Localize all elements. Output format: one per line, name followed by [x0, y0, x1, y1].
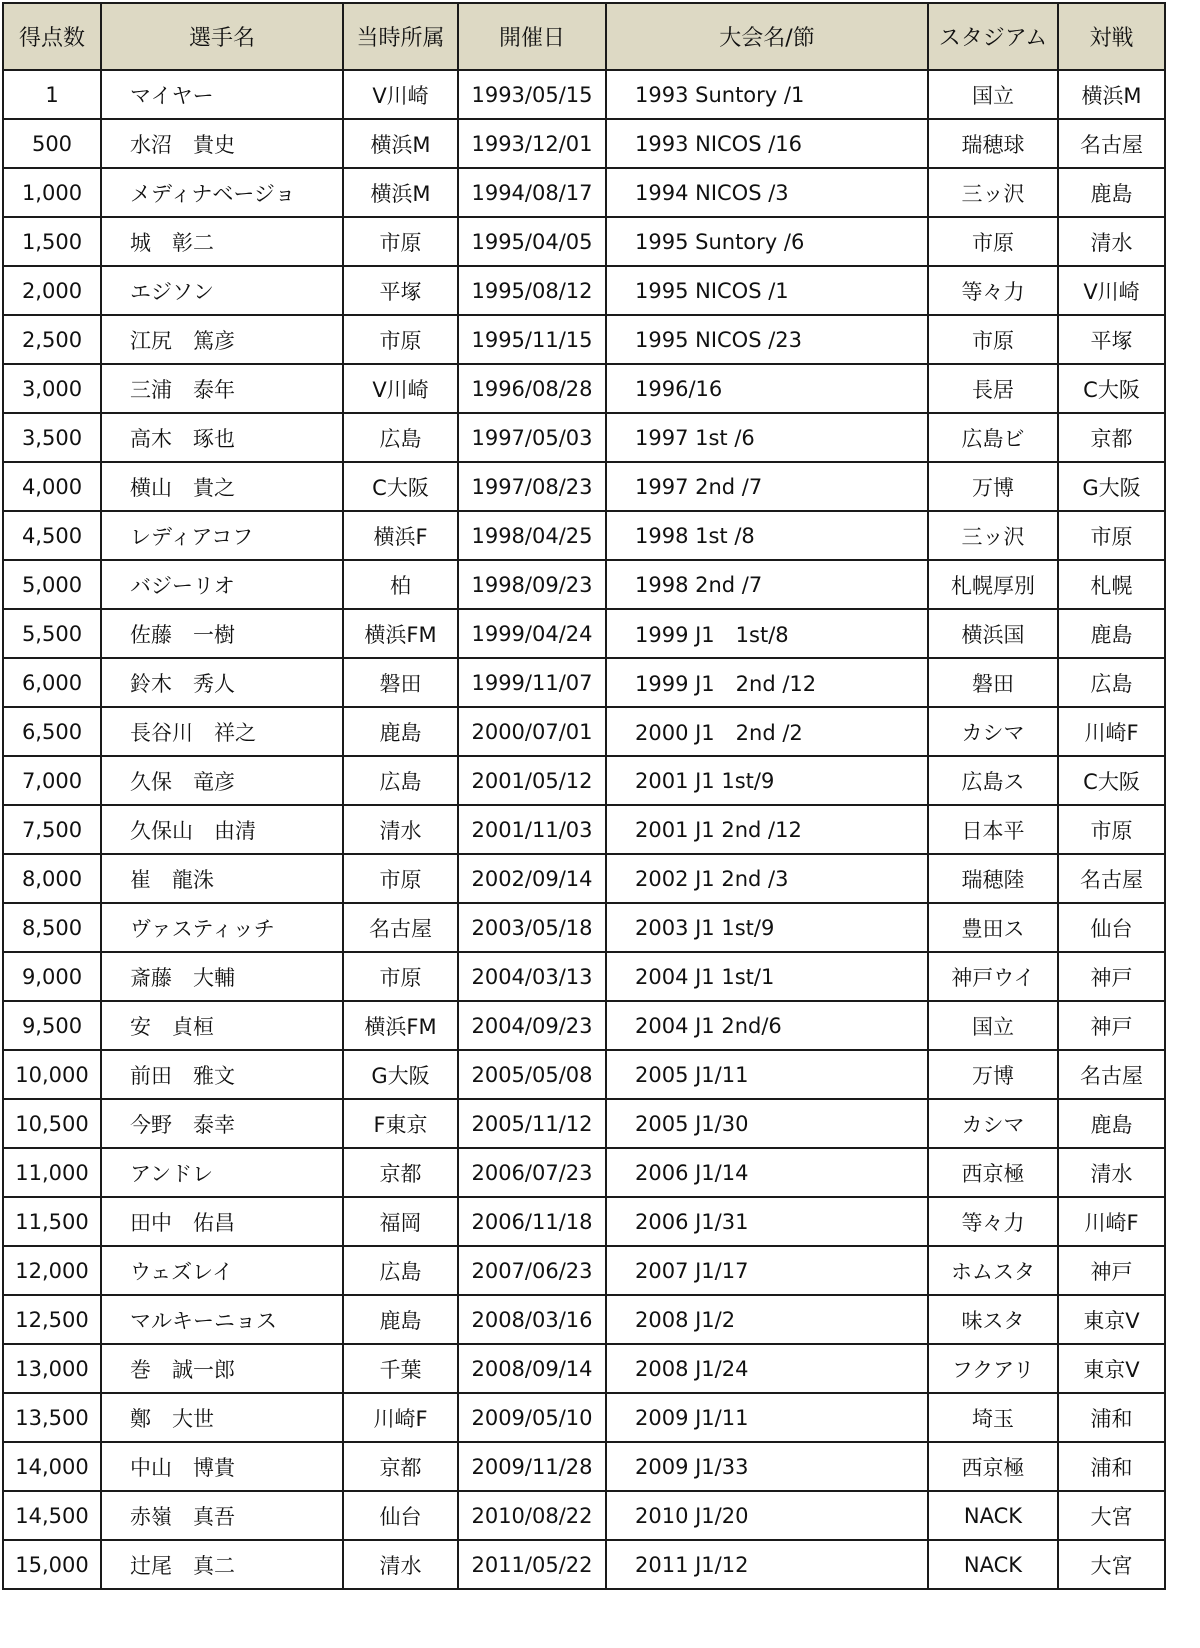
goal-count-cell: 6,500	[3, 707, 101, 756]
goal-count-cell: 15,000	[3, 1540, 101, 1589]
opponent-cell: 東京V	[1058, 1344, 1165, 1393]
table-row	[3, 1050, 1165, 1099]
team-cell: 名古屋	[343, 903, 458, 952]
date-cell: 1995/11/15	[458, 315, 606, 364]
date-cell: 2001/05/12	[458, 756, 606, 805]
date-cell: 1999/04/24	[458, 609, 606, 658]
table-row	[3, 1491, 1165, 1540]
date-cell: 1998/04/25	[458, 511, 606, 560]
opponent-cell: 清水	[1058, 217, 1165, 266]
table-row	[3, 217, 1165, 266]
goal-count-cell: 2,500	[3, 315, 101, 364]
goal-count-cell: 3,000	[3, 364, 101, 413]
stadium-cell: 国立	[928, 1001, 1058, 1050]
opponent-cell: 名古屋	[1058, 119, 1165, 168]
table-row	[3, 1344, 1165, 1393]
date-cell: 2005/05/08	[458, 1050, 606, 1099]
team-cell: 清水	[343, 1540, 458, 1589]
goal-count-cell: 5,500	[3, 609, 101, 658]
team-cell: 横浜M	[343, 168, 458, 217]
opponent-cell: 大宮	[1058, 1540, 1165, 1589]
stadium-cell: 瑞穂球	[928, 119, 1058, 168]
stadium-cell: 磐田	[928, 658, 1058, 707]
opponent-cell: 鹿島	[1058, 609, 1165, 658]
competition-round-cell: 1993 Suntory /1	[606, 70, 928, 119]
table-row	[3, 511, 1165, 560]
stadium-cell: NACK	[928, 1491, 1058, 1540]
table-row	[3, 952, 1165, 1001]
goal-count-cell: 14,500	[3, 1491, 101, 1540]
competition-round-cell: 1995 NICOS /23	[606, 315, 928, 364]
team-cell: 京都	[343, 1148, 458, 1197]
competition-round-cell: 2001 J1 2nd /12	[606, 805, 928, 854]
stadium-cell: 西京極	[928, 1148, 1058, 1197]
team-cell: V川崎	[343, 70, 458, 119]
team-cell: 市原	[343, 952, 458, 1001]
stadium-cell: 万博	[928, 1050, 1058, 1099]
competition-round-cell: 2000 J1 2nd /2	[606, 707, 928, 756]
competition-round-cell: 2005 J1/11	[606, 1050, 928, 1099]
player-name-cell: 水沼 貴史	[101, 119, 343, 168]
goal-count-cell: 500	[3, 119, 101, 168]
stadium-cell: 広島ビ	[928, 413, 1058, 462]
player-name-cell: 江尻 篤彦	[101, 315, 343, 364]
player-name-cell: メディナベージョ	[101, 168, 343, 217]
goal-count-cell: 10,500	[3, 1099, 101, 1148]
milestone-goals-table-container	[2, 2, 1164, 1590]
opponent-cell: 神戸	[1058, 952, 1165, 1001]
opponent-cell: 名古屋	[1058, 854, 1165, 903]
goal-count-cell: 10,000	[3, 1050, 101, 1099]
player-name-cell: 今野 泰幸	[101, 1099, 343, 1148]
player-name-cell: マイヤー	[101, 70, 343, 119]
table-row	[3, 266, 1165, 315]
table-row	[3, 1393, 1165, 1442]
player-name-cell: エジソン	[101, 266, 343, 315]
column-header-team-at-time: 当時所属	[343, 3, 458, 70]
competition-round-cell: 1996/16	[606, 364, 928, 413]
date-cell: 1993/12/01	[458, 119, 606, 168]
opponent-cell: 広島	[1058, 658, 1165, 707]
stadium-cell: ホムスタ	[928, 1246, 1058, 1295]
team-cell: 横浜F	[343, 511, 458, 560]
player-name-cell: レディアコフ	[101, 511, 343, 560]
team-cell: 市原	[343, 315, 458, 364]
stadium-cell: 国立	[928, 70, 1058, 119]
stadium-cell: 日本平	[928, 805, 1058, 854]
stadium-cell: 万博	[928, 462, 1058, 511]
stadium-cell: 横浜国	[928, 609, 1058, 658]
column-header-stadium: スタジアム	[928, 3, 1058, 70]
team-cell: 広島	[343, 1246, 458, 1295]
player-name-cell: 崔 龍洙	[101, 854, 343, 903]
player-name-cell: 鈴木 秀人	[101, 658, 343, 707]
team-cell: F東京	[343, 1099, 458, 1148]
competition-round-cell: 1995 Suntory /6	[606, 217, 928, 266]
opponent-cell: 神戸	[1058, 1246, 1165, 1295]
competition-round-cell: 1995 NICOS /1	[606, 266, 928, 315]
date-cell: 2000/07/01	[458, 707, 606, 756]
table-row	[3, 854, 1165, 903]
milestone-goals-table	[2, 2, 1166, 1590]
goal-count-cell: 3,500	[3, 413, 101, 462]
team-cell: 横浜FM	[343, 1001, 458, 1050]
team-cell: 市原	[343, 854, 458, 903]
date-cell: 2008/03/16	[458, 1295, 606, 1344]
date-cell: 2003/05/18	[458, 903, 606, 952]
competition-round-cell: 2011 J1/12	[606, 1540, 928, 1589]
competition-round-cell: 2004 J1 2nd/6	[606, 1001, 928, 1050]
team-cell: 福岡	[343, 1197, 458, 1246]
goal-count-cell: 6,000	[3, 658, 101, 707]
date-cell: 2009/11/28	[458, 1442, 606, 1491]
stadium-cell: 味スタ	[928, 1295, 1058, 1344]
table-row	[3, 119, 1165, 168]
goal-count-cell: 5,000	[3, 560, 101, 609]
team-cell: 横浜FM	[343, 609, 458, 658]
opponent-cell: 神戸	[1058, 1001, 1165, 1050]
table-row	[3, 1099, 1165, 1148]
competition-round-cell: 2009 J1/33	[606, 1442, 928, 1491]
date-cell: 1997/05/03	[458, 413, 606, 462]
goal-count-cell: 2,000	[3, 266, 101, 315]
team-cell: 京都	[343, 1442, 458, 1491]
player-name-cell: 城 彰二	[101, 217, 343, 266]
competition-round-cell: 1999 J1 2nd /12	[606, 658, 928, 707]
opponent-cell: 名古屋	[1058, 1050, 1165, 1099]
stadium-cell: 豊田ス	[928, 903, 1058, 952]
player-name-cell: 安 貞桓	[101, 1001, 343, 1050]
player-name-cell: 久保山 由清	[101, 805, 343, 854]
goal-count-cell: 7,000	[3, 756, 101, 805]
opponent-cell: 鹿島	[1058, 1099, 1165, 1148]
competition-round-cell: 1998 1st /8	[606, 511, 928, 560]
goal-count-cell: 1	[3, 70, 101, 119]
player-name-cell: 巻 誠一郎	[101, 1344, 343, 1393]
date-cell: 1998/09/23	[458, 560, 606, 609]
stadium-cell: 市原	[928, 315, 1058, 364]
table-row	[3, 364, 1165, 413]
player-name-cell: 佐藤 一樹	[101, 609, 343, 658]
goal-count-cell: 12,500	[3, 1295, 101, 1344]
opponent-cell: 横浜M	[1058, 70, 1165, 119]
date-cell: 1997/08/23	[458, 462, 606, 511]
opponent-cell: 東京V	[1058, 1295, 1165, 1344]
column-header-player-name: 選手名	[101, 3, 343, 70]
goal-count-cell: 13,000	[3, 1344, 101, 1393]
date-cell: 2001/11/03	[458, 805, 606, 854]
competition-round-cell: 1993 NICOS /16	[606, 119, 928, 168]
competition-round-cell: 2006 J1/14	[606, 1148, 928, 1197]
competition-round-cell: 1998 2nd /7	[606, 560, 928, 609]
opponent-cell: C大阪	[1058, 756, 1165, 805]
player-name-cell: ヴァスティッチ	[101, 903, 343, 952]
table-row	[3, 658, 1165, 707]
goal-count-cell: 11,000	[3, 1148, 101, 1197]
table-row	[3, 1148, 1165, 1197]
stadium-cell: 長居	[928, 364, 1058, 413]
date-cell: 2004/03/13	[458, 952, 606, 1001]
player-name-cell: 中山 博貴	[101, 1442, 343, 1491]
opponent-cell: 札幌	[1058, 560, 1165, 609]
stadium-cell: 市原	[928, 217, 1058, 266]
opponent-cell: G大阪	[1058, 462, 1165, 511]
date-cell: 2009/05/10	[458, 1393, 606, 1442]
stadium-cell: カシマ	[928, 1099, 1058, 1148]
team-cell: 広島	[343, 756, 458, 805]
opponent-cell: 大宮	[1058, 1491, 1165, 1540]
goal-count-cell: 8,000	[3, 854, 101, 903]
goal-count-cell: 4,000	[3, 462, 101, 511]
player-name-cell: アンドレ	[101, 1148, 343, 1197]
stadium-cell: 等々力	[928, 1197, 1058, 1246]
player-name-cell: 高木 琢也	[101, 413, 343, 462]
date-cell: 2006/07/23	[458, 1148, 606, 1197]
player-name-cell: 田中 佑昌	[101, 1197, 343, 1246]
player-name-cell: 久保 竜彦	[101, 756, 343, 805]
goal-count-cell: 9,500	[3, 1001, 101, 1050]
date-cell: 2002/09/14	[458, 854, 606, 903]
player-name-cell: 赤嶺 真吾	[101, 1491, 343, 1540]
table-row	[3, 756, 1165, 805]
opponent-cell: 浦和	[1058, 1393, 1165, 1442]
goal-count-cell: 9,000	[3, 952, 101, 1001]
goal-count-cell: 14,000	[3, 1442, 101, 1491]
team-cell: 川崎F	[343, 1393, 458, 1442]
stadium-cell: 埼玉	[928, 1393, 1058, 1442]
competition-round-cell: 2007 J1/17	[606, 1246, 928, 1295]
competition-round-cell: 2010 J1/20	[606, 1491, 928, 1540]
date-cell: 2005/11/12	[458, 1099, 606, 1148]
table-row	[3, 805, 1165, 854]
goal-count-cell: 11,500	[3, 1197, 101, 1246]
stadium-cell: NACK	[928, 1540, 1058, 1589]
opponent-cell: 京都	[1058, 413, 1165, 462]
team-cell: V川崎	[343, 364, 458, 413]
goal-count-cell: 7,500	[3, 805, 101, 854]
stadium-cell: 札幌厚別	[928, 560, 1058, 609]
team-cell: 清水	[343, 805, 458, 854]
table-body	[3, 70, 1165, 1589]
team-cell: 広島	[343, 413, 458, 462]
stadium-cell: カシマ	[928, 707, 1058, 756]
team-cell: C大阪	[343, 462, 458, 511]
opponent-cell: 平塚	[1058, 315, 1165, 364]
date-cell: 2010/08/22	[458, 1491, 606, 1540]
opponent-cell: 川崎F	[1058, 1197, 1165, 1246]
date-cell: 2007/06/23	[458, 1246, 606, 1295]
team-cell: 柏	[343, 560, 458, 609]
stadium-cell: 等々力	[928, 266, 1058, 315]
player-name-cell: 辻尾 真二	[101, 1540, 343, 1589]
player-name-cell: 長谷川 祥之	[101, 707, 343, 756]
player-name-cell: 鄭 大世	[101, 1393, 343, 1442]
table-row	[3, 70, 1165, 119]
player-name-cell: 斎藤 大輔	[101, 952, 343, 1001]
goal-count-cell: 1,500	[3, 217, 101, 266]
date-cell: 2008/09/14	[458, 1344, 606, 1393]
date-cell: 1993/05/15	[458, 70, 606, 119]
table-row	[3, 1246, 1165, 1295]
opponent-cell: 浦和	[1058, 1442, 1165, 1491]
date-cell: 1999/11/07	[458, 658, 606, 707]
team-cell: G大阪	[343, 1050, 458, 1099]
column-header-date: 開催日	[458, 3, 606, 70]
opponent-cell: 清水	[1058, 1148, 1165, 1197]
date-cell: 1995/04/05	[458, 217, 606, 266]
competition-round-cell: 1999 J1 1st/8	[606, 609, 928, 658]
competition-round-cell: 1994 NICOS /3	[606, 168, 928, 217]
player-name-cell: 横山 貴之	[101, 462, 343, 511]
table-row	[3, 413, 1165, 462]
column-header-goal-count: 得点数	[3, 3, 101, 70]
player-name-cell: ウェズレイ	[101, 1246, 343, 1295]
opponent-cell: V川崎	[1058, 266, 1165, 315]
competition-round-cell: 2001 J1 1st/9	[606, 756, 928, 805]
stadium-cell: 瑞穂陸	[928, 854, 1058, 903]
team-cell: 磐田	[343, 658, 458, 707]
team-cell: 鹿島	[343, 707, 458, 756]
player-name-cell: バジーリオ	[101, 560, 343, 609]
stadium-cell: 広島ス	[928, 756, 1058, 805]
competition-round-cell: 2008 J1/2	[606, 1295, 928, 1344]
table-row	[3, 609, 1165, 658]
opponent-cell: 市原	[1058, 805, 1165, 854]
table-row	[3, 462, 1165, 511]
opponent-cell: 市原	[1058, 511, 1165, 560]
table-row	[3, 1001, 1165, 1050]
table-row	[3, 1295, 1165, 1344]
competition-round-cell: 2002 J1 2nd /3	[606, 854, 928, 903]
date-cell: 1995/08/12	[458, 266, 606, 315]
competition-round-cell: 2008 J1/24	[606, 1344, 928, 1393]
opponent-cell: 鹿島	[1058, 168, 1165, 217]
stadium-cell: フクアリ	[928, 1344, 1058, 1393]
team-cell: 市原	[343, 217, 458, 266]
stadium-cell: 神戸ウイ	[928, 952, 1058, 1001]
opponent-cell: 川崎F	[1058, 707, 1165, 756]
table-row	[3, 903, 1165, 952]
table-row	[3, 315, 1165, 364]
goal-count-cell: 12,000	[3, 1246, 101, 1295]
team-cell: 千葉	[343, 1344, 458, 1393]
date-cell: 2011/05/22	[458, 1540, 606, 1589]
stadium-cell: 三ッ沢	[928, 511, 1058, 560]
player-name-cell: 前田 雅文	[101, 1050, 343, 1099]
stadium-cell: 三ッ沢	[928, 168, 1058, 217]
header-row	[3, 3, 1165, 70]
column-header-competition-round: 大会名/節	[606, 3, 928, 70]
team-cell: 平塚	[343, 266, 458, 315]
goal-count-cell: 1,000	[3, 168, 101, 217]
player-name-cell: マルキーニョス	[101, 1295, 343, 1344]
player-name-cell: 三浦 泰年	[101, 364, 343, 413]
opponent-cell: 仙台	[1058, 903, 1165, 952]
goal-count-cell: 8,500	[3, 903, 101, 952]
date-cell: 2004/09/23	[458, 1001, 606, 1050]
table-row	[3, 1197, 1165, 1246]
date-cell: 2006/11/18	[458, 1197, 606, 1246]
table-row	[3, 1540, 1165, 1589]
team-cell: 横浜M	[343, 119, 458, 168]
opponent-cell: C大阪	[1058, 364, 1165, 413]
competition-round-cell: 2005 J1/30	[606, 1099, 928, 1148]
table-row	[3, 168, 1165, 217]
competition-round-cell: 2003 J1 1st/9	[606, 903, 928, 952]
team-cell: 鹿島	[343, 1295, 458, 1344]
date-cell: 1994/08/17	[458, 168, 606, 217]
stadium-cell: 西京極	[928, 1442, 1058, 1491]
goal-count-cell: 4,500	[3, 511, 101, 560]
column-header-opponent: 対戦	[1058, 3, 1165, 70]
goal-count-cell: 13,500	[3, 1393, 101, 1442]
competition-round-cell: 1997 2nd /7	[606, 462, 928, 511]
table-row	[3, 1442, 1165, 1491]
table-row	[3, 707, 1165, 756]
competition-round-cell: 2009 J1/11	[606, 1393, 928, 1442]
table-row	[3, 560, 1165, 609]
competition-round-cell: 1997 1st /6	[606, 413, 928, 462]
competition-round-cell: 2006 J1/31	[606, 1197, 928, 1246]
team-cell: 仙台	[343, 1491, 458, 1540]
date-cell: 1996/08/28	[458, 364, 606, 413]
competition-round-cell: 2004 J1 1st/1	[606, 952, 928, 1001]
